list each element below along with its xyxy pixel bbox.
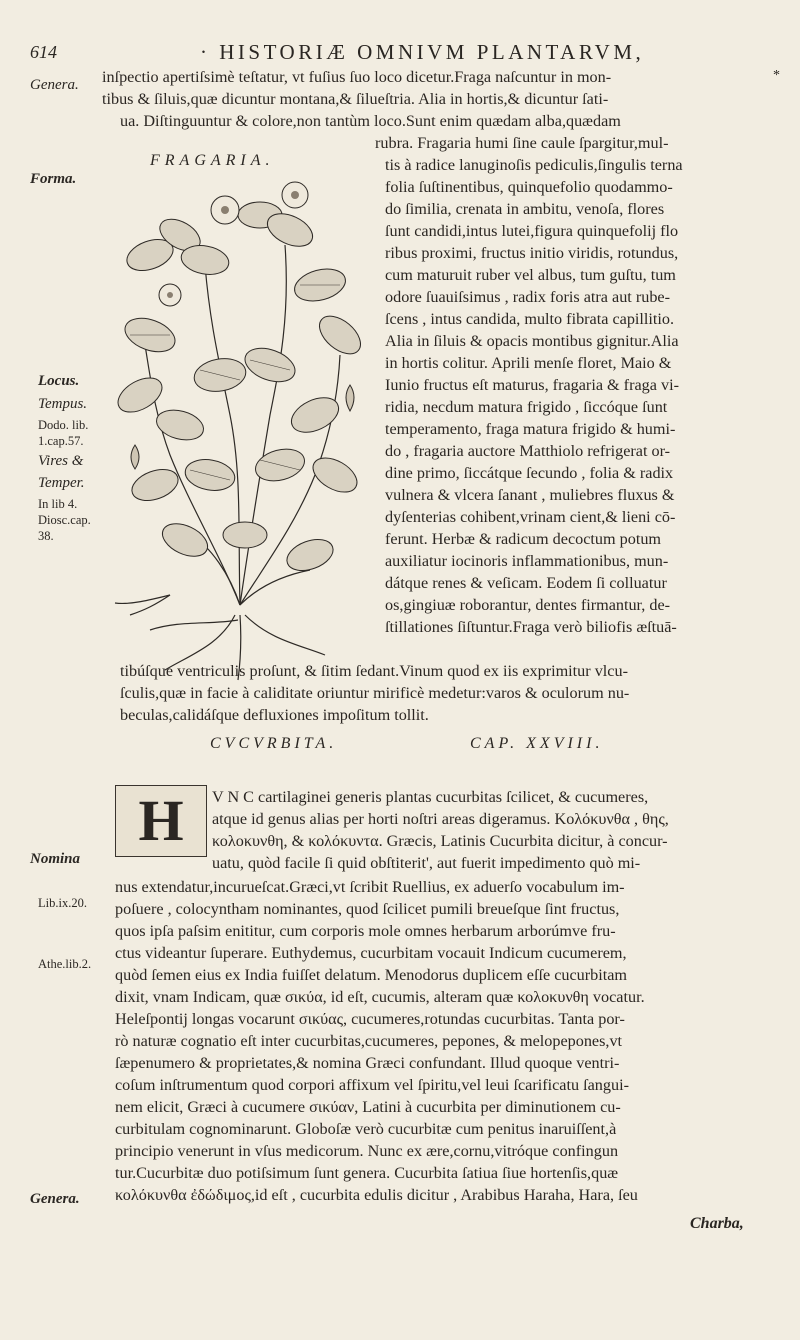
illustration-caption: FRAGARIA.: [150, 152, 275, 169]
catchword: Charba,: [690, 1215, 744, 1232]
text-line: os,gingiuæ roborantur, dentes firmantur, de-: [385, 596, 671, 614]
margin-note-athe: Athe.lib.2.: [38, 957, 92, 971]
text-line: ctus videantur ſuperare. Euthydemus, cucurbitam vocauit Indicum cucumerem,: [115, 944, 627, 962]
margin-note-tempus: Tempus.: [38, 396, 88, 412]
text-line: tur.Cucurbitæ duo potiſsimum ſunt genera. Cucurbita ſatiua ſiue hortenſis,quæ: [115, 1164, 619, 1182]
text-line: κολοκυνθη, & κολόκυντα. Græcis, Latinis Cucurbita dicitur, à concur-: [212, 832, 668, 850]
strawberry-plant-illustration: [110, 175, 370, 685]
text-line: ferunt. Herbæ & radicum decoctum potum: [385, 530, 662, 548]
text-line: V N C cartilaginei generis plantas cucurbitas ſcilicet, & cucumeres,: [212, 788, 649, 806]
text-line: inſpectio apertiſsimè teſtatur, vt fuſius ſuo loco dicetur.Fraga naſcuntur in mon-: [102, 68, 612, 86]
text-line: Iunio fructus eſt maturus, fragaria & fraga vi-: [385, 376, 679, 394]
text-line: vulnera & vlcera ſanant , muliebres fluxus &: [385, 486, 675, 504]
margin-note-locus: Locus.: [38, 373, 80, 389]
text-line: ſæpenumero & proprietates,& nomina Græci confundant. Illud quoque ventri-: [115, 1054, 620, 1072]
text-line: quos ipſa paſsim enititur, cum corporis mole omnes herbarum arborúmve fru-: [115, 922, 616, 940]
chapter-title: CVCVRBITA.: [210, 735, 338, 752]
margin-note-temper: Temper.: [38, 475, 85, 491]
text-line: κολόκυνθα ἐδώδιμος,id eſt , cucurbita edulis dicitur , Arabibus Haraha, Hara, ſeu: [115, 1186, 638, 1204]
text-line: atque id genus alias per horti noſtri areas digeramus. Κολόκυνθα , θης,: [212, 810, 669, 828]
running-title: · HISTORIÆ OMNIVM PLANTARVM,: [200, 40, 645, 64]
text-line: dine primo, ſiccátque ſecundo , folia & radix: [385, 464, 674, 482]
text-line: ſcens , intus candida, multo fibrata capillitio.: [385, 310, 675, 328]
text-line: uatu, quòd facile ſi quid obſtiterit', aut fuerit impedimento quò mi-: [212, 854, 641, 872]
text-line: do ſimilia, crenata in ambitu, venoſa, flores: [385, 200, 665, 218]
folio-number: 614: [30, 42, 57, 62]
text-line: principio venerunt in vſus medicorum. Nunc ex ære,cornu,vitróque confingun: [115, 1142, 619, 1160]
text-line: cum maturuit ruber vel albus, tum guſtu, tum: [385, 266, 676, 284]
text-line: ridia, necdum matura frigido , ſiccóque ſunt: [385, 398, 668, 416]
margin-note-genera: Genera.: [30, 77, 79, 93]
text-line: ſtillationes ſiſtuntur.Fraga verò biliofis æſtuā-: [385, 618, 677, 636]
text-line: tibúſque ventriculis proſunt, & ſitim ſedant.Vinum quod ex iis exprimitur vlcu-: [120, 662, 628, 680]
margin-note-nomina: Nomina: [30, 851, 81, 867]
margin-note-cap-ref: 1.cap.57.: [38, 434, 84, 448]
text-line: folia ſuſtinentibus, quinquefolio quodammo-: [385, 178, 673, 196]
text-line: rubra. Fragaria humi ſine caule ſpargitur,mul-: [375, 134, 669, 152]
text-line: nus extendatur,incurueſcat.Græci,vt ſcribit Ruellius, ex aduerſo vocabulum im-: [115, 878, 625, 896]
text-line: dixit, vnam Indicam, quæ σικύα, id eſt, cucumis, alteram quæ κολοκυνθη vocatur.: [115, 988, 645, 1006]
text-line: ſunt candidi,intus lutei,figura quinquefolij flo: [385, 222, 679, 240]
text-line: Heleſpontij longas vocarunt σικύας, cucumeres,rotundas cucurbitas. Tanta por-: [115, 1010, 625, 1028]
text-line: tis à radice lanuginoſis pediculis,ſingulis terna: [385, 156, 683, 174]
text-line: tibus & ſiluis,quæ dicuntur montana,& ſilueſtria. Alia in hortis,& dicuntur ſati-: [102, 90, 609, 108]
text-line: rò naturæ cognatio eſt inter cucurbitas,cucumeres, pepones, & melopepones,vt: [115, 1032, 623, 1050]
margin-note-diosc-num: 38.: [38, 529, 54, 543]
margin-note-in-lib: In lib 4.: [38, 497, 78, 511]
margin-note-diosc: Diosc.cap.: [38, 513, 91, 527]
margin-note-genera-bottom: Genera.: [30, 1191, 80, 1207]
margin-note-lib-ix: Lib.ix.20.: [38, 896, 87, 910]
text-line: odore ſuauiſsimus , radix foris atra aut rube-: [385, 288, 670, 306]
text-line: poſuere , colocyntham nominantes, quod ſcilicet pumili breueſque ſint fructus,: [115, 900, 620, 918]
margin-note-dodo-lib: Dodo. lib.: [38, 418, 89, 432]
text-line: in hortis colitur. Aprili menſe floret, Maio &: [385, 354, 672, 372]
text-line: temperamento, fraga matura frigido & humi-: [385, 420, 676, 438]
star-mark: *: [773, 68, 780, 83]
text-line: quòd ſemen eius ex India fuiſſet delatum. Menodorus duplicem eſſe cucurbitam: [115, 966, 628, 984]
text-line: beculas,calidáſque defluxiones impoſitum tollit.: [120, 706, 429, 724]
chapter-number: CAP. XXVIII.: [470, 735, 604, 752]
text-line: do , fragaria auctore Matthiolo refrigerat or-: [385, 442, 671, 460]
text-line: coſum inſtrumentum quod corpori affixum vel ſpiritu,vel leui ſcarificatu ſangui-: [115, 1076, 629, 1094]
margin-note-vires: Vires &: [38, 453, 84, 469]
text-line: Alia in ſiluis & opacis montibus gignitur.Alia: [385, 332, 679, 350]
text-line: ribus proximi, fructus initio viridis, rotundus,: [385, 244, 679, 262]
decorated-initial: [115, 785, 207, 857]
margin-note-forma: Forma.: [30, 171, 77, 187]
text-line: dátque renes & veſicam. Eodem ſi colluatur: [385, 574, 667, 592]
text-line: nem elicit, Græci à cucumere σικύαν, Latini à cucurbita per diminutionem cu-: [115, 1098, 621, 1116]
text-line: dyſenterias cohibent,vrinam cient,& lieni cō-: [385, 508, 676, 526]
initial-letter: H: [138, 788, 184, 853]
text-line: auxiliatur iocinoris inflammationibus, mun-: [385, 552, 669, 570]
text-line: ua. Diſtinguuntur & colore,non tantùm loco.Sunt enim quædam alba,quædam: [120, 112, 621, 130]
text-line: ſculis,quæ in facie à caliditate oriuntur mirificè medetur:varos & oculorum nu-: [120, 684, 630, 702]
text-line: curbitulam cognominarunt. Globoſæ verò cucurbitæ cum penitus inaruiſſent,à: [115, 1120, 617, 1138]
